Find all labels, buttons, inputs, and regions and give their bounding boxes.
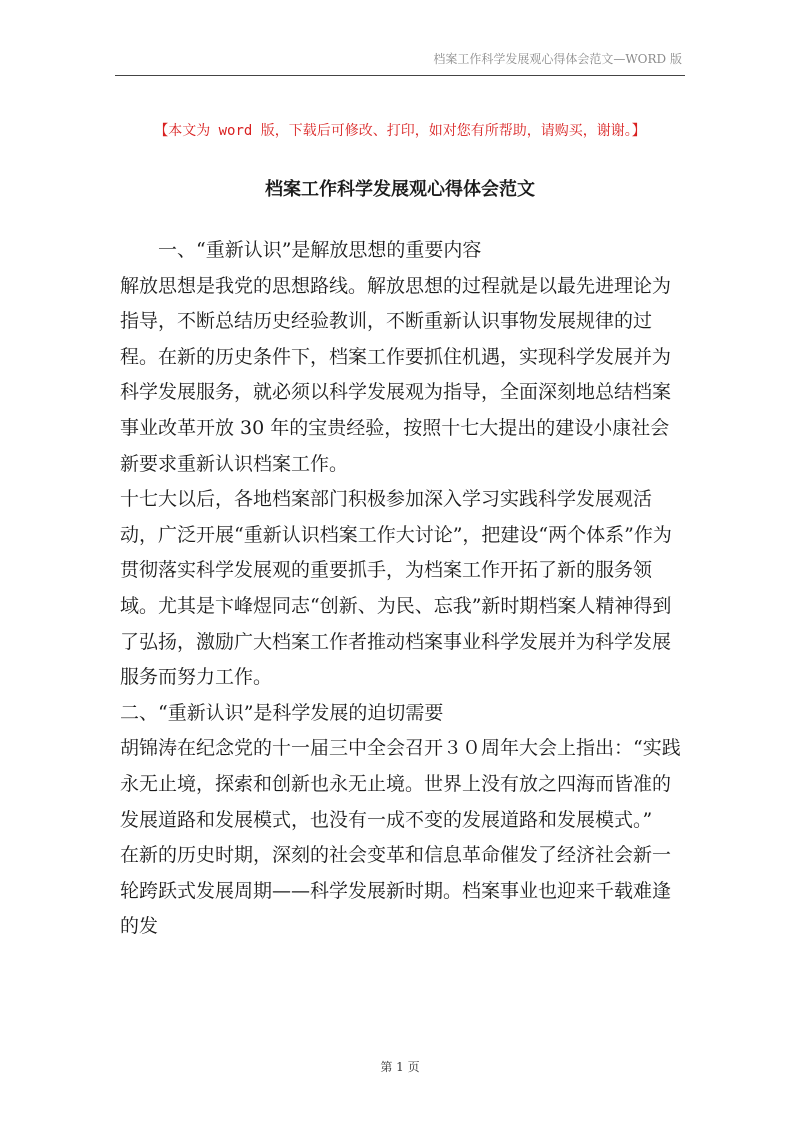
section-heading-2: 二、“重新认识”是科学发展的迫切需要 [120, 701, 444, 724]
purchase-notice: 【本文为 word 版，下载后可修改、打印，如对您有所帮助，请购买，谢谢。】 [154, 123, 646, 139]
document-body [120, 233, 682, 945]
header-title: 档案工作科学发展观心得体会范文—WORD 版 [433, 52, 682, 66]
section-heading-1: 一、“重新认识”是解放思想的重要内容 [158, 239, 482, 261]
document-title: 档案工作科学发展观心得体会范文 [265, 179, 535, 200]
header-divider [115, 75, 685, 76]
paragraph-2: 十七大以后，各地档案部门积极参加深入学习实践科学发展观活动，广泛开展“重新认识档案工作大讨论”，把建设“两个体系”作为贯彻落实科学发展观的重要抓手，为档案工作开拓了新的服务领域。尤其是卞峰煜同志“创新、为民、忘我”新时期档案人精神得到了弘扬，激励广大档案工作者推动档案事业科学发展并为科学发展服务而努力工作。 [120, 488, 672, 689]
paragraph-3: 胡锦涛在纪念党的十一届三中全会召开３０周年大会上指出：“实践永无止境，探索和创新也永无止境。世界上没有放之四海而皆准的发展道路和发展模式，也没有一成不变的发展道路和发展模式。” [120, 737, 681, 831]
paragraph-4: 在新的历史时期，深刻的社会变革和信息革命催发了经济社会新一轮跨跃式发展周期——科学发展新时期。档案事业也迎来千载难逢的发 [120, 844, 672, 938]
page-number: 第 1 页 [380, 1060, 420, 1074]
paragraph-1: 解放思想是我党的思想路线。解放思想的过程就是以最先进理论为指导，不断总结历史经验教训，不断重新认识事物发展规律的过程。在新的历史条件下，档案工作要抓住机遇，实现科学发展并为科学发展服务，就必须以科学发展观为指导，全面深刻地总结档案事业改革开放 30 年的宝贵经验，按照十七大提出的建设小康社会新要求重新认识档案工作。 [120, 274, 672, 475]
